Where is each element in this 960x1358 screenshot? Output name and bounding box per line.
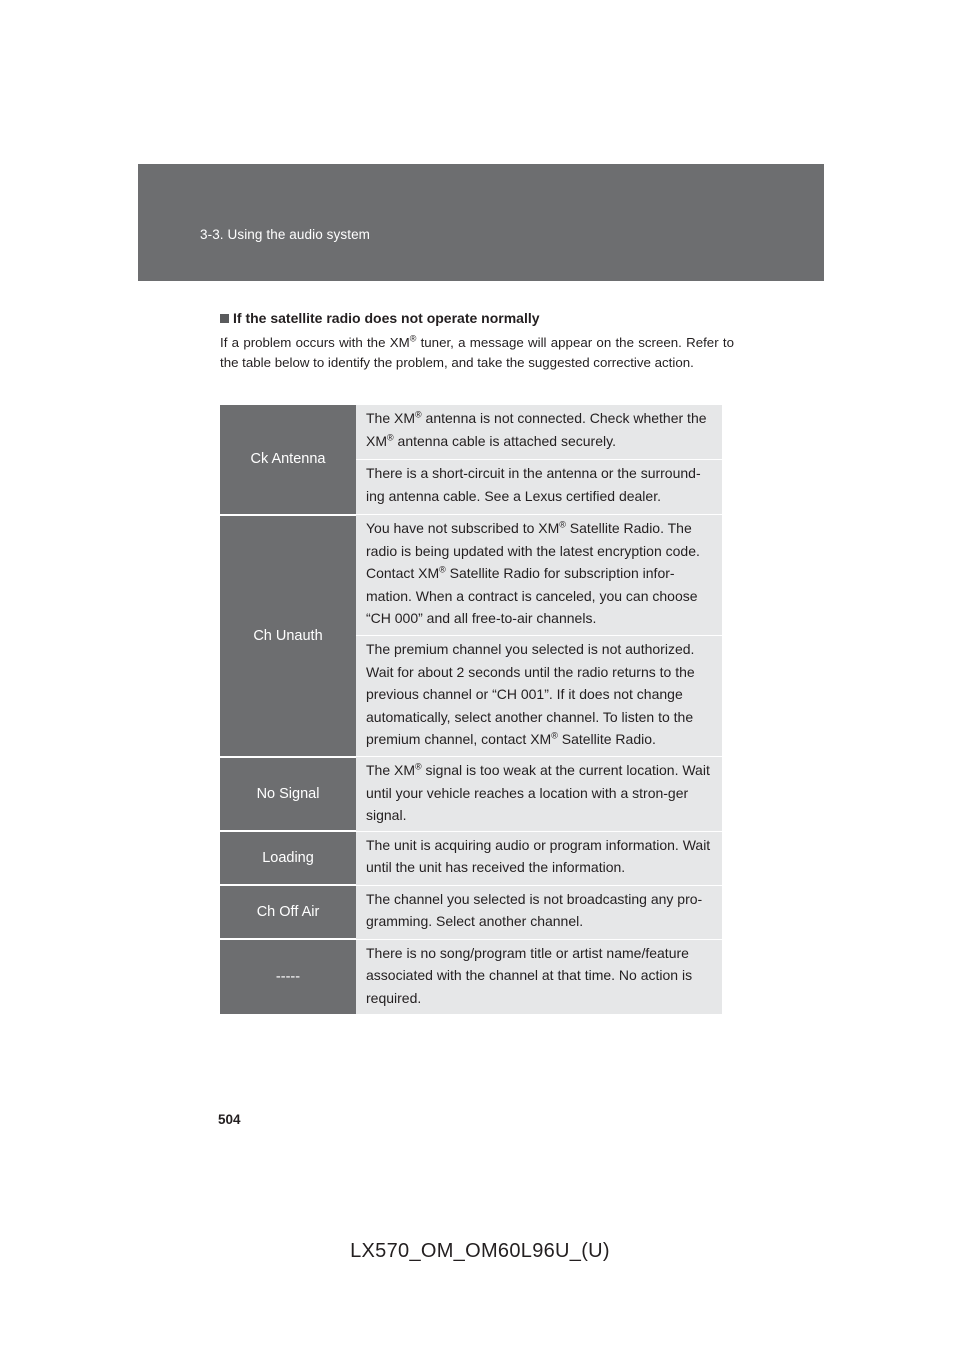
square-bullet-icon xyxy=(220,314,229,323)
message-description: There is a short-circuit in the antenna or the surround-ing antenna cable. See a Lexus certified dealer. xyxy=(356,460,722,515)
table-row xyxy=(220,757,722,832)
message-table xyxy=(220,405,722,1015)
table-row xyxy=(220,831,722,885)
message-code: ----- xyxy=(220,939,356,1014)
intro-paragraph: If a problem occurs with the XM® tuner, a message will appear on the screen. Refer to the table below to identify the problem, and take the suggested corrective action. xyxy=(220,333,734,370)
heading-text: If the satellite radio does not operate normally xyxy=(233,310,540,326)
document-code: LX570_OM_OM60L96U_(U) xyxy=(350,1240,610,1262)
message-description: You have not subscribed to XM® Satellite Radio. The radio is being updated with the latest encryption code. Contact XM® Satellite Radio for subscription infor-mation. When a contract is canceled, you can choose “CH 000” and all free-to-air channels. xyxy=(356,515,722,636)
table-row xyxy=(220,885,722,939)
message-code: No Signal xyxy=(220,757,356,832)
message-code: Ck Antenna xyxy=(220,405,356,515)
table-row xyxy=(220,515,722,636)
header-band xyxy=(138,164,824,281)
message-description: The XM® signal is too weak at the current location. Wait until your vehicle reaches a location with a stron-ger signal. xyxy=(356,757,722,832)
message-code: Loading xyxy=(220,831,356,885)
registered-mark: ® xyxy=(409,333,417,344)
table-row xyxy=(220,405,722,460)
message-code: Ch Unauth xyxy=(220,515,356,757)
section-heading xyxy=(220,310,540,326)
page-number: 504 xyxy=(218,1112,241,1127)
message-code: Ch Off Air xyxy=(220,885,356,939)
message-description: The XM® antenna is not connected. Check whether the XM® antenna cable is attached securely. xyxy=(356,405,722,460)
section-title: 3-3. Using the audio system xyxy=(200,227,371,242)
message-description: The channel you selected is not broadcasting any pro-gramming. Select another channel. xyxy=(356,885,722,939)
message-description: The premium channel you selected is not authorized. Wait for about 2 seconds until the radio returns to the previous channel or “CH 001”. If it does not change automatically, select another channel. To listen to the premium channel, contact XM® Satellite Radio. xyxy=(356,636,722,757)
message-description: There is no song/program title or artist name/feature associated with the channel at that time. No action is required. xyxy=(356,939,722,1014)
message-description: The unit is acquiring audio or program information. Wait until the unit has received the information. xyxy=(356,831,722,885)
table-row xyxy=(220,939,722,1014)
